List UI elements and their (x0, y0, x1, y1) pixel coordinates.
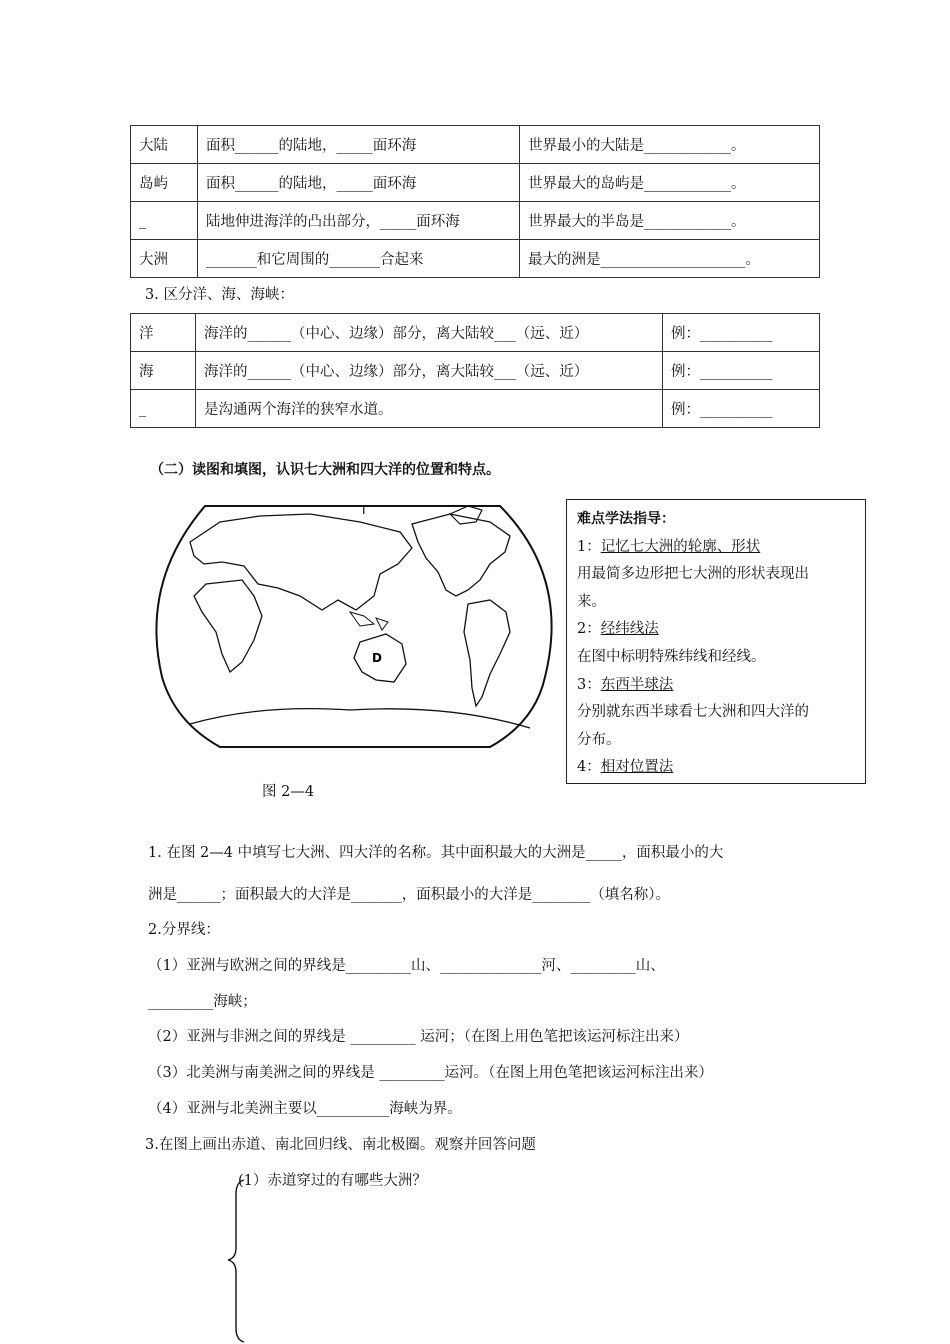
section-3-title: 3. 区分洋、海、海峡： (145, 287, 294, 303)
table-row (131, 240, 820, 278)
guide-line: 分别就东西半球看七大洲和四大洋的 (577, 704, 809, 721)
table-cell: 世界最大的岛屿是____________。 (520, 164, 820, 202)
question-3-title: 3.在图上画出赤道、南北回归线、南北极圈。观察并回答问题 (145, 1137, 536, 1153)
table-cell: _ (131, 390, 196, 428)
brace-icon (224, 1178, 248, 1344)
study-guide-box (566, 499, 866, 784)
table-cell: 例：__________ (663, 390, 820, 428)
table-cell: 是沟通两个海洋的狭窄水道。 (196, 390, 663, 428)
table-cell: 海洋的______（中心、边缘）部分，离大陆较___（远、近） (196, 352, 663, 390)
antarctica-outline (190, 709, 530, 728)
south-america-outline (464, 600, 510, 706)
table-cell: 例：__________ (663, 352, 820, 390)
guide-line: 3：东西半球法 (577, 676, 674, 693)
table-cell: 面积______的陆地，_____面环海 (198, 126, 520, 164)
table-cell: 世界最大的半岛是____________。 (520, 202, 820, 240)
question-2-2: （2）亚洲与非洲之间的界线是 _________ 运河；（在图上用色笔把该运河标注出来） (148, 1029, 689, 1045)
guide-line: 4：相对位置法 (577, 759, 674, 776)
island-outline (350, 612, 388, 630)
table-cell: 最大的洲是____________________。 (520, 240, 820, 278)
table-row (131, 390, 820, 428)
question-2-1b: _________海峡； (148, 994, 257, 1010)
landform-table (130, 125, 820, 278)
question-2-4: （4）亚洲与北美洲主要以__________海峡为界。 (148, 1101, 462, 1117)
question-2-1: （1）亚洲与欧洲之间的界线是_________山、______________河、_________山、 (148, 958, 665, 974)
table-cell: 海 (131, 352, 196, 390)
question-3-1: (1）赤道穿过的有哪些大洲？ (238, 1173, 427, 1189)
table-cell: _ (131, 202, 198, 240)
section-2-heading: （二）读图和填图，认识七大洲和四大洋的位置和特点。 (150, 462, 500, 478)
table-cell: 大洲 (131, 240, 198, 278)
map-marker-i: I (362, 503, 366, 517)
table-row (131, 164, 820, 202)
table-cell: 世界最小的大陆是____________。 (520, 126, 820, 164)
table-cell: 陆地伸进海洋的凸出部分，_____面环海 (198, 202, 520, 240)
guide-line: 在图中标明特殊纬线和经线。 (577, 648, 766, 665)
guide-line: 1：记忆七大洲的轮廓、形状 (577, 538, 761, 555)
map-marker-d: D (372, 651, 382, 665)
world-map (150, 492, 560, 762)
guide-line: 用最简多边形把七大洲的形状表现出 (577, 566, 809, 583)
guide-line: 来。 (577, 593, 606, 610)
map-caption: 图 2—4 (262, 784, 315, 800)
table-row (131, 126, 820, 164)
table-row (131, 314, 820, 352)
table-cell: _______和它周围的_______合起来 (198, 240, 520, 278)
question-2-3: （3）北美洲与南美洲之间的界线是 _________运河。（在图上用色笔把该运河标注出来） (148, 1065, 713, 1081)
guide-line: 2：经纬线法 (577, 621, 659, 638)
table-cell: 海洋的______（中心、边缘）部分，离大陆较___（远、近） (196, 314, 663, 352)
table-cell: 面积______的陆地，_____面环海 (198, 164, 520, 202)
question-1-line-1: 1. 在图 2—4 中填写七大洲、四大洋的名称。其中面积最大的大洲是_____，面积最小的大 (148, 845, 724, 861)
map-frame (156, 506, 551, 747)
guide-line: 分布。 (577, 731, 621, 748)
table-row (131, 352, 820, 390)
table-cell: 例：__________ (663, 314, 820, 352)
table-cell: 岛屿 (131, 164, 198, 202)
question-1-line-2: 洲是______；面积最大的大洋是_______，面积最小的大洋是________（填名称）。 (148, 887, 670, 903)
eurasia-outline (190, 514, 412, 610)
table-cell: 洋 (131, 314, 196, 352)
north-america-outline (412, 514, 510, 596)
guide-title: 难点学法指导： (577, 511, 675, 527)
question-2-title: 2.分界线： (148, 922, 220, 938)
table-row (131, 202, 820, 240)
africa-outline (194, 580, 262, 672)
table-cell: 大陆 (131, 126, 198, 164)
ocean-sea-table (130, 313, 820, 428)
